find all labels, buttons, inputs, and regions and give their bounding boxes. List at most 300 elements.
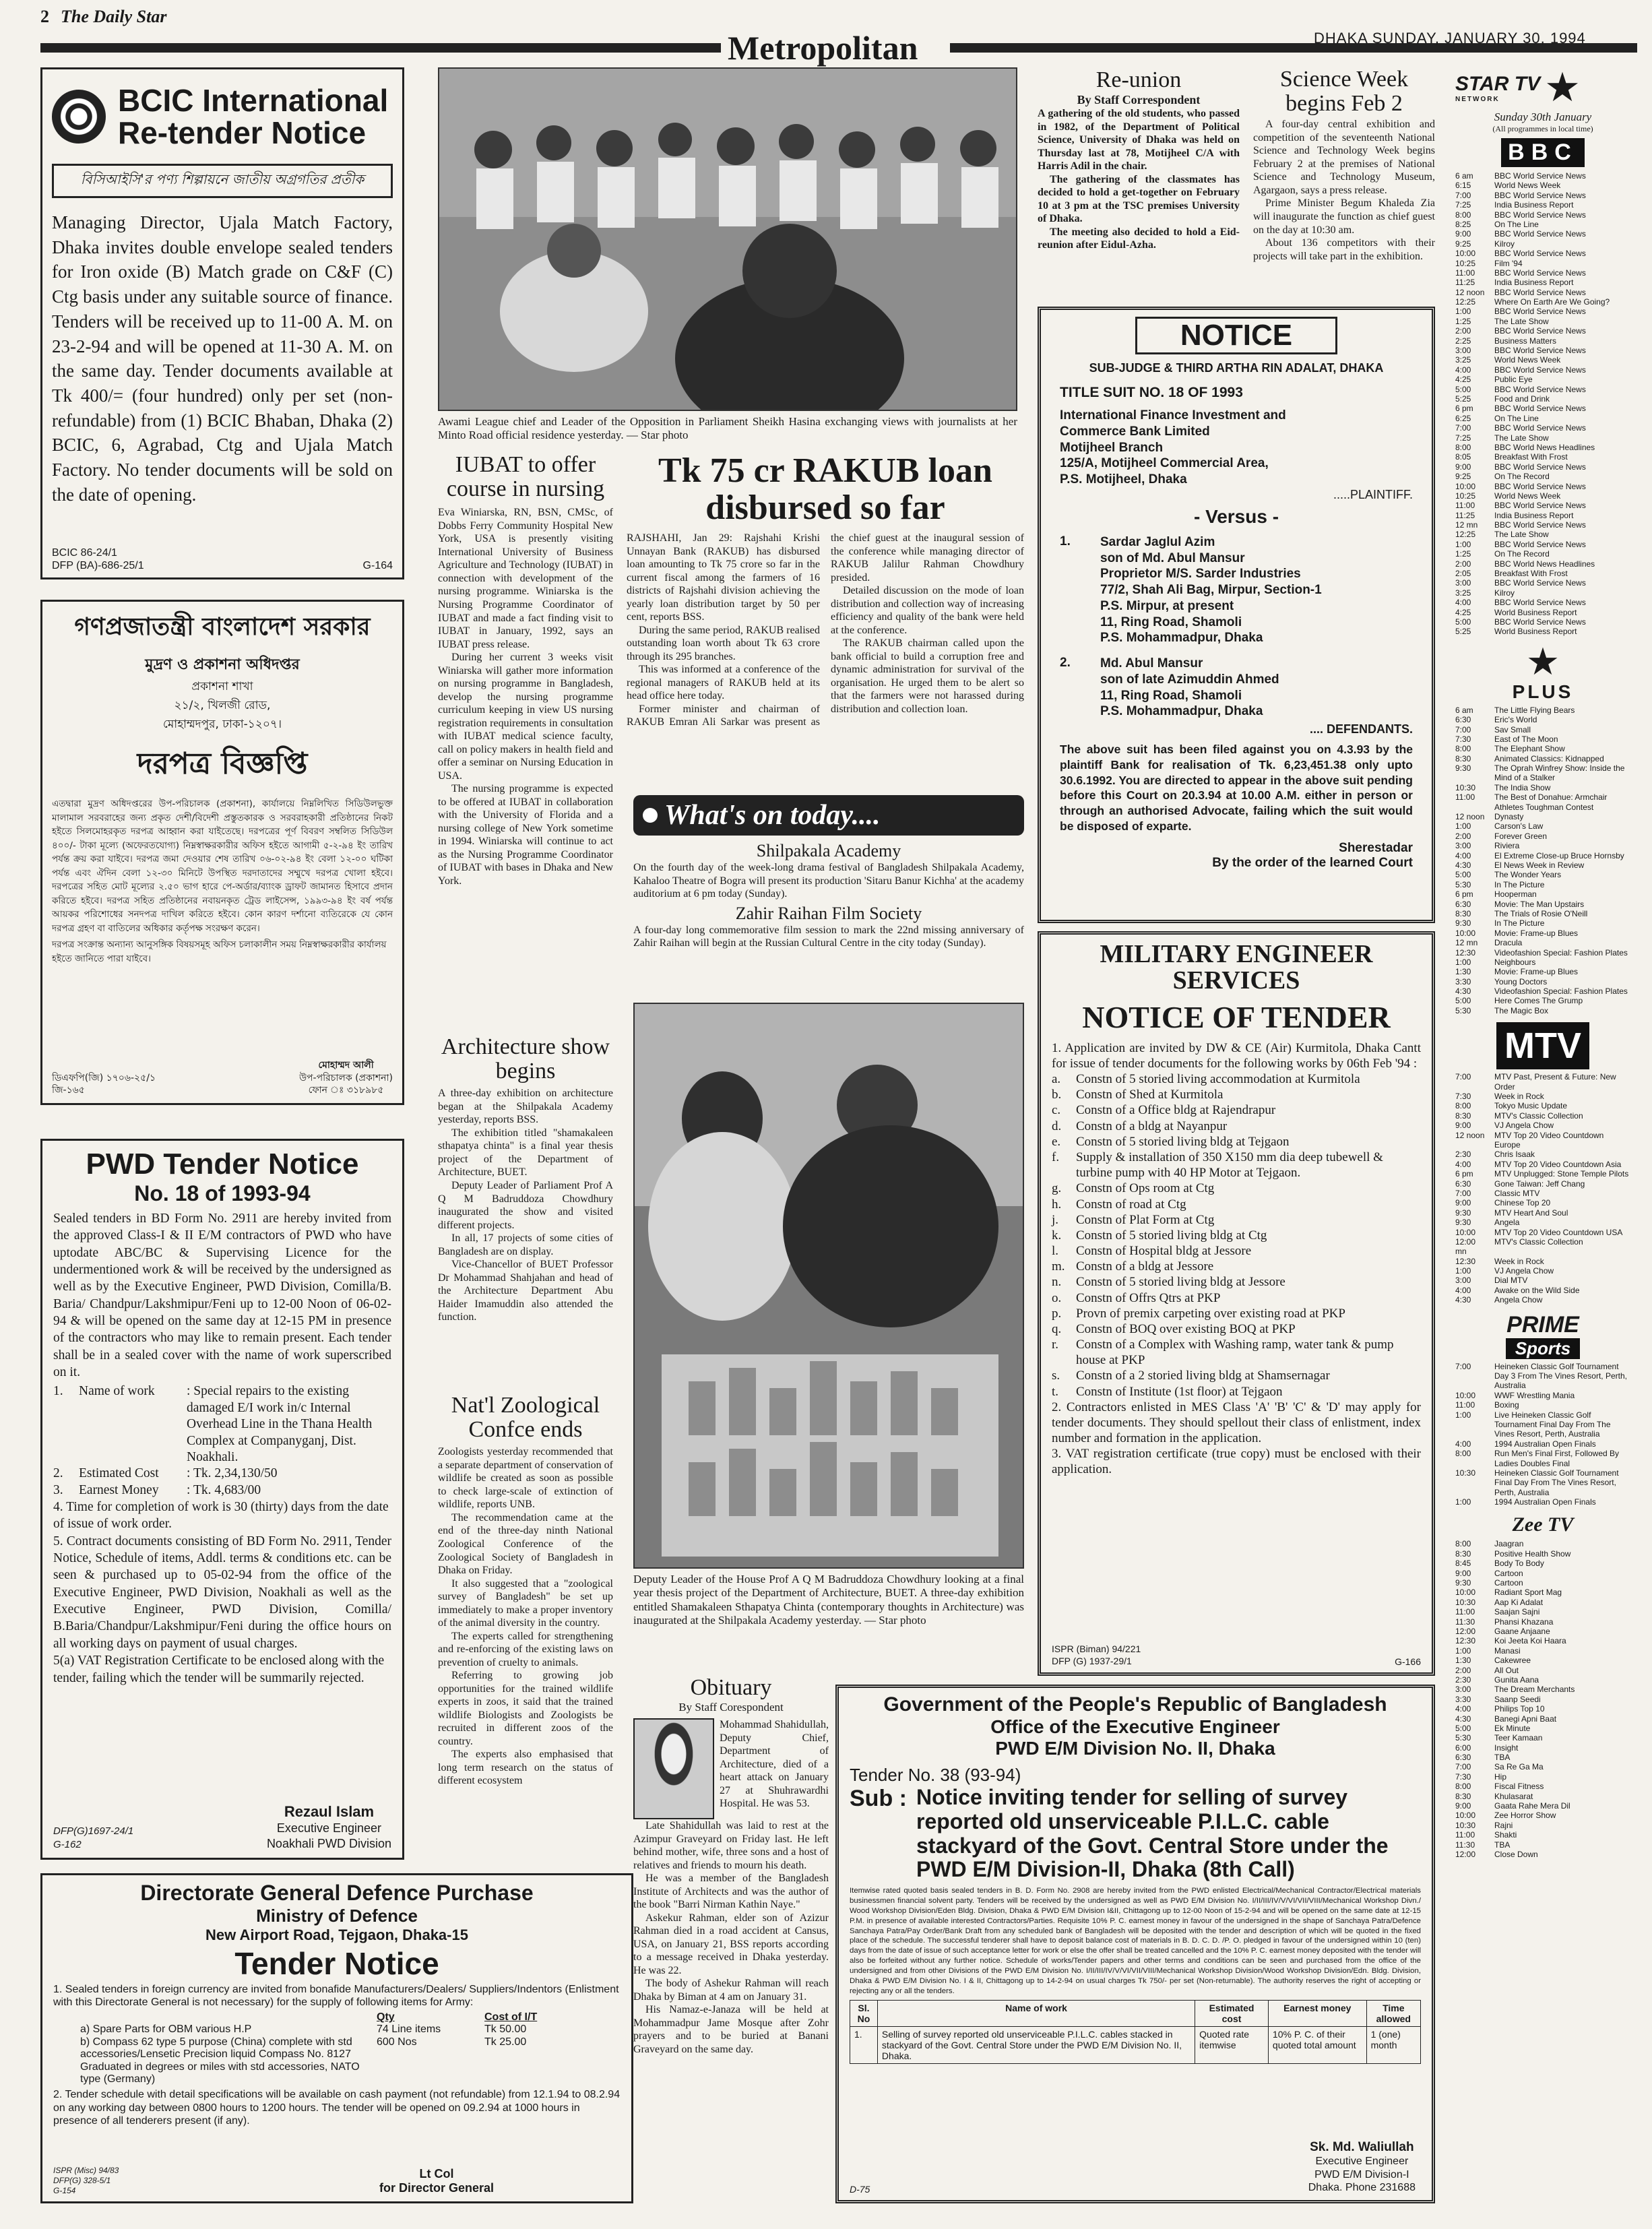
pwdem-tender-no: Tender No. 38 (93-94) [850,1765,1021,1785]
mes-item-row [1052,1321,1421,1337]
mes-item-text: Constn of Institute (1st floor) at Tejgaon [1076,1384,1283,1399]
prime-program: WWF Wrestling Mania [1494,1390,1575,1400]
star-tv-network: NETWORK [1455,95,1500,103]
zee-row [1455,1753,1630,1762]
mes-item-letter: j. [1052,1212,1059,1227]
prime-row [1455,1391,1630,1400]
plus-row [1455,792,1630,812]
bbc-time: 1:00 [1455,307,1471,317]
mes-item-row [1052,1384,1421,1400]
zee-row [1455,1830,1630,1840]
bbc-time: 11:25 [1455,278,1475,288]
pwd-subtitle: No. 18 of 1993-94 [134,1181,311,1205]
obituary-body4: Askekur Rahman, elder son of Azizur Rahman died in a road accident at Cansus, USA, on January 21, BSS reports according to a message received in Dhaka yesterday. He was 22. [633,1912,829,1976]
bbc-row [1455,336,1630,346]
bbc-program: Breakfast With Frost [1494,452,1568,462]
mes-item-letter: m. [1052,1259,1065,1274]
pwdem-table [850,2000,1421,2064]
architecture-article [438,1035,613,1324]
zee-program: Cartoon [1494,1578,1523,1588]
bn-body2: দরপত্র সংক্রান্ত অন্যান্য আনুসঙ্গিক বিষয়সমূহ অফিস চলাকালীন সময় নিম্নস্বাক্ষরকারীর কার্যালয় হইতে জানিতে পারা যাইবে। [52,939,387,964]
pwd-item4: 4. Time for completion of work is 30 (thirty) days from the date of issue of work order. [53,1500,389,1532]
obituary-portrait [633,1718,714,1819]
zee-row [1455,1569,1630,1578]
zee-program: Body To Body [1494,1559,1544,1569]
court-defendant-line: P.S. Mohammadpur, Dhaka [1100,704,1263,719]
iubat-headline: IUBAT to offer course in nursing [446,452,605,501]
bbc-time: 1:25 [1455,316,1471,326]
plus-row [1455,715,1630,724]
ddp-tender-ad [40,1873,633,2203]
mtv-row [1455,1131,1630,1150]
mtv-time: 9:30 [1455,1207,1471,1218]
bbc-time: 11:00 [1455,268,1475,278]
mtv-time: 6:30 [1455,1179,1471,1189]
bbc-time: 6 pm [1455,404,1473,414]
zee-program: Insight [1494,1743,1519,1753]
bbc-program: BBC World Service News [1494,404,1586,414]
bbc-row [1455,608,1630,617]
zee-row [1455,1743,1630,1753]
mtv-program: MTV Top 20 Video Countdown Asia [1494,1159,1622,1169]
mes-item-text: Constn of road at Ctg [1076,1197,1186,1212]
zee-row [1455,1578,1630,1588]
zee-time: 2:00 [1455,1665,1471,1675]
bbc-time: 10:00 [1455,249,1476,259]
pwd-item5: 5. Contract documents consisting of BD Form No. 2911, Tender Notice, Schedule of items, Addl. terms & conditions etc. can be seen & purchased up to 05-02-94 from the office of the Executive Engineer, PWD Division, Noakhali as well as the Executive Engineer, PWD Division, Comilla/ B.Baria/Chandpur/Lakshmipur/Feni during the office hours on all working days on payment of usual charges. [53,1534,391,1651]
zee-row [1455,1695,1630,1704]
mtv-program: Classic MTV [1494,1188,1540,1198]
plus-time: 8:00 [1455,744,1471,754]
mes-item-letter: n. [1052,1275,1062,1290]
plus-time: 12 noon [1455,812,1485,822]
bbc-row [1455,414,1630,423]
bbc-time: 11:00 [1455,501,1475,511]
bbc-time: 3:25 [1455,355,1471,365]
bbc-time: 1:00 [1455,539,1471,549]
mtv-time: 12:30 [1455,1256,1476,1266]
plus-program: Here Comes The Grump [1494,996,1583,1006]
prime-time: 7:00 [1455,1361,1471,1371]
prime-program: Live Heineken Classic Golf Tournament Final Day From The Vines Resort, Perth, Australia [1494,1410,1611,1439]
bbc-program: BBC World Service News [1494,481,1586,491]
bbc-row [1455,578,1630,588]
bbc-program: The Late Show [1494,316,1549,326]
bbc-time: 4:25 [1455,375,1471,385]
prime-time: 1:00 [1455,1497,1471,1507]
plus-time: 8:30 [1455,753,1471,763]
plus-time: 5:00 [1455,870,1471,880]
zee-row [1455,1762,1630,1771]
mes-p2: 2. Contractors enlisted in MES Class 'A' 'B' 'C' & 'D' may apply for tender documents. They should spellout their class of enlistment, index number and formation in the application. [1052,1400,1421,1446]
whats-on-dot-icon [643,808,658,823]
bcic-code: G-164 [362,560,393,571]
plus-program: El News Week in Review [1494,860,1585,870]
bbc-program: Kilroy [1494,588,1515,598]
plus-time: 5:30 [1455,879,1471,889]
plus-time: 10:30 [1455,782,1476,792]
tv-date: Sunday 30th January [1494,111,1592,123]
zee-row [1455,1704,1630,1714]
zee-row [1455,1685,1630,1694]
section-title: Metropolitan [728,29,918,67]
rakub-body2: During the same period, RAKUB realised outstanding loan worth about Tk 63 crore through its 295 branches. [627,624,820,662]
zee-row [1455,1714,1630,1724]
pwd-signer: Rezaul Islam [284,1802,375,1820]
zoological-body3: It also suggested that a "zoological survey of Bangladesh" be set up immediately to make a proper inventory of the animal diversity in the country. [438,1577,613,1629]
zee-time: 6:30 [1455,1753,1471,1763]
mtv-row [1455,1228,1630,1237]
obituary-body3: He was a member of the Bangladesh Institute of Architects and was the author of the book "Barri Nirman Kathin Naye." [633,1873,829,1911]
plus-row [1455,783,1630,792]
pwdem-sub-label: Sub : [850,1786,907,1811]
bbc-program: World Business Report [1494,607,1577,617]
bbc-row [1455,385,1630,394]
prime-row [1455,1439,1630,1449]
mes-item-row [1052,1197,1421,1212]
zee-program: Phansi Khazana [1494,1616,1554,1627]
mtv-row [1455,1276,1630,1285]
bbc-row [1455,530,1630,539]
zee-time: 8:30 [1455,1791,1471,1801]
mtv-program: MTV Top 20 Video Countdown Europe [1494,1130,1604,1150]
bbc-program: BBC World Service News [1494,462,1586,472]
zoological-body4: The experts called for strengthening and re-enforcing of the existing laws on prevention of cruelty to animals. [438,1630,613,1668]
plus-time: 11:00 [1455,792,1475,803]
zee-row [1455,1733,1630,1743]
page-number: 2 [40,7,49,26]
pwd-item-row [53,1383,391,1466]
science-week-article [1253,67,1435,263]
mtv-row [1455,1092,1630,1101]
zee-program: Fiscal Fitness [1494,1782,1544,1792]
plus-row [1455,734,1630,744]
plus-star-icon: ★ [1525,639,1560,684]
pwdem-body: Itemwise rated quoted basis sealed tenders in B. D. Form No. 2908 are hereby invited from the PWD enlisted Electrical/Mechanical Contractor/Electrical materials businessmen financial solvent party. Tenders will be received by the undersigned as well as PWD E/M Division No. I/II/III/IV/V/VI/VII/VIII/Mechanical Workshop Divn./ Wood Workshop Division/Eden Bldg. Division, Dhaka & PWD E/M Division I&II, Chittagong up to 12-00 Noon of 15-2-94 and will be opened on the same date at 12-15 P.M. in presence of available interested Contractors/Parties. Requisite 10% P. C. earnest money in favour of the undersigned in the shape of Sanchaya Patra/Defence Sanchaya Patra/Pay Order/Bank Draft from any scheduled bank of Bangladesh will be deposited with the tender and description of which will be quoted in the fixed place of the schedule. The successful tenderer shall have to deposit balance cost of materials in B. D. C. D. /P. O. pledged in favour of the undersigned within 10 (ten) days from the date of issue of such acceptance letter for work or else the offer shall be treated cancelled and the 10% P. C. earnest money deposited with the tender will also be forfeited without any further notice. Schedule of works/Tender papers and other terms and conditions can be seen and purchased from the office of the undersigned and from other Divisions of the PWD E/M Division No. I/II/III/IV/V/VI/VII/VIII/Mechanical Workshop Division/Wood Workshop Division/Edn. Bldg. Division, Dhaka & PWD E/M Division No. I & II, Chittagong up to 14-2-94 on usual charges Tk 750/- per set (Non-returnable). The authority reserves the right of accepting or rejecting any or all the tenders. [850,1887,1421,1995]
bn-branch: প্রকাশনা শাখা [191,680,253,693]
mtv-program: Week in Rock [1494,1092,1544,1102]
mtv-time: 7:00 [1455,1188,1471,1198]
mtv-program: Angela Chow [1494,1295,1543,1305]
mes-item-text: Constn of a 2 storied living bldg at Shamsernagar [1076,1369,1330,1383]
mtv-program: Gone Taiwan: Jeff Chang [1494,1179,1585,1189]
plus-time: 6 pm [1455,889,1473,900]
zee-program: Ek Minute [1494,1723,1531,1733]
plus-row [1455,1006,1630,1015]
architecture-body3: Deputy Leader of Parliament Prof A Q M Badruddoza Chowdhury inaugurated the show and visited different projects. [438,1179,613,1231]
zoological-body: Zoologists yesterday recommended that a separate department of conservation of wildlife be created as soon as possible to check large-scale of extinction of wildlife, reports UNB. [438,1446,613,1511]
zee-row [1455,1792,1630,1801]
pwd-tender-ad [40,1139,404,1860]
bbc-program: Where On Earth Are We Going? [1494,297,1610,307]
pwd-item-label: Estimated Cost [79,1466,159,1481]
ddp-col-qty: Qty [377,2011,395,2023]
mes-title2: SERVICES [1172,966,1300,995]
mtv-time: 3:00 [1455,1276,1471,1286]
bbc-row [1455,452,1630,462]
pwdem-signer-t3: Dhaka. Phone 231688 [1308,2182,1416,2194]
bn-ref2: জি-১৬৫ [52,1084,85,1096]
mtv-time: 6 pm [1455,1169,1473,1179]
plus-time: 1:00 [1455,957,1471,967]
zoological-article [438,1393,613,1788]
reunion-article [1038,67,1240,252]
zee-program: Zee Horror Show [1494,1811,1556,1821]
bbc-row [1455,617,1630,627]
ddp-signer-title: for Director General [379,2181,495,2195]
mtv-program: Dial MTV [1494,1276,1528,1286]
bbc-row [1455,200,1630,210]
bbc-logo: BBC [1501,138,1585,167]
science-week-body: A four-day central exhibition and competition of the seventeenth National Science and Technology Week begins February 2 at the premises of National Science and Technology Museum, Agargaon, says a press release. [1253,119,1435,196]
mes-item-row [1052,1368,1421,1383]
zee-program: The Dream Merchants [1494,1685,1575,1695]
bbc-program: BBC World Service News [1494,229,1586,239]
whats-on-banner [633,795,1024,836]
bcic-ref1: BCIC 86-24/1 [52,546,117,559]
mtv-program: Chris Isaak [1494,1150,1535,1160]
plus-time: 3:30 [1455,976,1471,986]
mtv-row [1455,1286,1630,1295]
zee-program: Close Down [1494,1849,1538,1859]
zee-time: 10:30 [1455,1597,1476,1607]
mtv-row [1455,1169,1630,1179]
mtv-row [1455,1218,1630,1227]
iubat-body2: During her current 3 weeks visit Winiarska will gather more information on nursing programme in Bangladesh, develop the nursing programme curriculum keeping in view US nursing registration requirements in consultation with IUBAT medical science faculty, call on policy makers in health field and offer a seminar on Nursing Education in USA. [438,652,613,782]
zee-row [1455,1724,1630,1733]
plus-program: Movie: Frame-up Blues [1494,967,1579,977]
bbc-program: Kilroy [1494,239,1515,249]
mes-item-row [1052,1243,1421,1259]
zee-time: 9:00 [1455,1568,1471,1578]
zoological-body5: Referring to growing job opportunities for the trained wildlife experts in zoos, it said that the trained wildlife Biologists and Zoologists be recruited in different zoos of the country. [438,1670,613,1747]
obituary-headline: Obituary [690,1675,772,1700]
zee-program: Sa Re Ga Ma [1494,1762,1544,1772]
plus-time: 4:30 [1455,986,1471,997]
zoological-body6: The experts also emphasised that long term research on the status of different ecosystem [438,1749,613,1787]
reunion-body3: The meeting also decided to hold a Eid-reunion after Eidul-Azha. [1038,226,1240,251]
zee-time: 11:30 [1455,1616,1475,1627]
mes-item-text: Constn of a Complex with Washing ramp, water tank & pump house at PKP [1076,1338,1394,1368]
bbc-program: On The Line [1494,413,1539,423]
bbc-row [1455,268,1630,278]
court-defendant-line: Md. Abul Mansur [1100,656,1203,670]
plus-row [1455,900,1630,909]
bbc-row [1455,588,1630,598]
bbc-time: 7:25 [1455,433,1471,443]
mes-title3: NOTICE OF TENDER [1082,999,1391,1034]
court-suit: TITLE SUIT NO. 18 OF 1993 [1060,385,1243,400]
pwd-item-value: : Tk. 4,683/00 [187,1482,261,1497]
plus-program: Videofashion Special: Fashion Plates [1494,947,1628,957]
plus-time: 9:30 [1455,918,1471,929]
mes-item-letter: k. [1052,1228,1062,1243]
mtv-program: MTV Heart And Soul [1494,1207,1568,1218]
pwd-signer-t2: Noakhali PWD Division [266,1836,391,1850]
court-defendants-label: .... DEFENDANTS. [1309,722,1413,736]
exhibition-photo-image [635,1004,1024,1569]
plus-row [1455,744,1630,753]
pwd-title: PWD Tender Notice [86,1148,359,1181]
mes-item-letter: l. [1052,1244,1059,1259]
zee-program: Radiant Sport Mag [1494,1588,1562,1598]
venue2-title: Zahir Raihan Film Society [735,903,922,923]
bbc-program: BBC World Service News [1494,249,1586,259]
plus-row [1455,705,1630,715]
zee-program: Rajni [1494,1820,1513,1830]
bbc-row [1455,501,1630,510]
zee-time: 4:30 [1455,1714,1471,1724]
zee-row [1455,1666,1630,1675]
plus-program: The Oprah Winfrey Show: Inside the Mind of a Stalker [1494,763,1625,783]
mtv-row [1455,1101,1630,1110]
zee-time: 8:00 [1455,1782,1471,1792]
architecture-body4: In all, 17 projects of some cities of Bangladesh are on display. [438,1232,613,1257]
rakub-body5: Detailed discussion on the mode of loan distribution and collection way of increasing efficiency and quality of the bank were held at the conference. [831,585,1024,636]
pwd-item-value: : Tk. 2,34,130/50 [187,1466,278,1481]
bcic-ref2: DFP (BA)-686-25/1 [52,559,144,571]
mes-item-row [1052,1071,1421,1087]
mtv-time: 7:30 [1455,1092,1471,1102]
bn-tender-ad [40,600,404,1105]
plus-program: The Magic Box [1494,1005,1549,1015]
mes-item-row [1052,1290,1421,1306]
bbc-program: The Late Show [1494,433,1549,443]
pwdem-table-header: Earnest money [1268,2001,1366,2027]
star-icon: ★ [1544,67,1581,111]
obituary-article [633,1675,829,2056]
plus-row [1455,763,1630,783]
prime-time: 11:00 [1455,1400,1475,1410]
zee-program: All Out [1494,1665,1519,1675]
mes-item-letter: h. [1052,1197,1062,1212]
mes-item-letter: f. [1052,1150,1060,1164]
obituary-body: Mohammad Shahidullah, Deputy Chief, Department of Architecture, died of a heart attack on January 27 at Shuhrawardhi Hospital. He was 53. [720,1719,829,1810]
zee-program: Positive Health Show [1494,1548,1571,1559]
pwdem-title1: Government of the People's Republic of Bangladesh [883,1693,1387,1716]
plus-program: The Trials of Rosie O'Neill [1494,908,1588,918]
pwdem-title3: PWD E/M Division No. II, Dhaka [995,1738,1275,1759]
mes-item-text: Constn of a bldg at Jessore [1076,1259,1214,1274]
bbc-program: BBC World Service News [1494,384,1586,394]
zee-time: 7:30 [1455,1771,1471,1782]
bbc-row [1455,249,1630,258]
bbc-time: 6 am [1455,171,1473,181]
court-plaintiff [1060,408,1413,488]
bbc-time: 9:00 [1455,462,1471,472]
zee-row [1455,1617,1630,1627]
mes-item-row [1052,1306,1421,1321]
obituary-body6: His Namaz-e-Janaza will be held at Mohammadpur Jame Mosque after Zohr prayers and to be buried at Banani Graveyard on the same day. [633,2004,829,2055]
bbc-time: 5:00 [1455,617,1471,627]
bbc-time: 4:00 [1455,598,1471,608]
zee-row [1455,1598,1630,1607]
mtv-row [1455,1189,1630,1198]
zee-row [1455,1850,1630,1859]
plus-time: 5:30 [1455,1005,1471,1015]
bn-ref1: ডিএফপি(জি) ১৭০৬-২৫/১ [52,1072,156,1084]
pwd-item-value: : Special repairs to the existing damaged E/I work in/c Internal Overhead Line in the Thana Health Complex at Companyganj, Dist. Noakhali. [187,1384,373,1464]
zee-program: Banegi Apni Baat [1494,1714,1557,1724]
bbc-program: BBC World Service News [1494,346,1586,356]
mes-item-letter: q. [1052,1321,1062,1336]
bbc-program: Film '94 [1494,258,1523,268]
crowd-photo-image [439,69,1017,411]
plus-program: Movie: The Man Upstairs [1494,899,1585,909]
bcic-bn-tag: বিসিআইসি'র পণ্য শিল্পায়নে জাতীয় অগ্রগতির প্রতীক [52,164,393,198]
prime-program: 1994 Australian Open Finals [1494,1439,1596,1449]
zee-program: Saanp Seedi [1494,1694,1541,1704]
bbc-program: BBC World Service News [1494,598,1586,608]
prime-row [1455,1410,1630,1439]
prime-row [1455,1400,1630,1410]
zee-row [1455,1646,1630,1656]
mes-ref3: G-166 [1395,1656,1421,1667]
bn-phone: ফোন ঃ ৩১৮৯৮৫ [308,1084,384,1096]
masthead [0,0,1652,65]
tv-note: (All programmes in local time) [1492,124,1593,133]
bbc-time: 7:00 [1455,423,1471,433]
mtv-program: Chinese Top 20 [1494,1198,1551,1208]
plus-row [1455,831,1630,841]
zee-time: 11:30 [1455,1840,1475,1850]
rakub-body4: Former minister and chairman of RAKUB Emran Ali Sarkar was present as the chief guest at the inaugural session of the conference while managing director of RAKUB Jalilur Rahman Chowdhury presided. [627,532,1024,728]
bbc-time: 6:15 [1455,181,1471,191]
bbc-program: Business Matters [1494,336,1557,346]
bbc-time: 7:00 [1455,190,1471,200]
bn-dept: মুদ্রণ ও প্রকাশনা অধিদপ্তর [145,656,300,673]
court-defendant-line: 11, Ring Road, Shamoli [1100,688,1242,703]
pwdem-table-header: Time allowed [1366,2001,1420,2027]
prime-time: 1:00 [1455,1410,1471,1420]
pwdem-signer: Sk. Md. Waliullah [1310,2140,1414,2155]
mes-item-letter: c. [1052,1103,1061,1118]
prime-time: 8:00 [1455,1449,1471,1459]
zee-time: 10:30 [1455,1820,1476,1830]
pwd-item5a: 5(a) VAT Registration Certificate to be enclosed along with the tender, failing which the tender will be summarily rejected. [53,1654,385,1685]
plus-program: Dynasty [1494,812,1524,822]
zee-schedule [1455,1539,1630,1859]
bbc-time: 2:00 [1455,559,1471,569]
bbc-row [1455,317,1630,326]
plus-program: Movie: Frame-up Blues [1494,928,1579,938]
ddp-signer: Lt Col [419,2166,454,2180]
bbc-program: BBC World Service News [1494,210,1586,220]
mes-item-text: Constn of a Office bldg at Rajendrapur [1076,1103,1276,1118]
ddp-row-qty: 600 Nos [377,2036,417,2048]
bbc-program: World News Week [1494,355,1561,365]
pwd-ref1: DFP(G)1697-24/1 [53,1825,134,1837]
mtv-time: 8:00 [1455,1101,1471,1111]
zee-time: 12:30 [1455,1636,1476,1646]
mtv-program: Tokyo Music Update [1494,1101,1568,1111]
venue2-body: A four-day long commemorative film session to mark the 22nd missing anniversary of Zahir Raihan will begin at the Russian Cultural Centre in the city today (Sunday). [633,924,1024,949]
mes-items [1052,1071,1421,1400]
mes-item-text: Constn of 5 storied living bldg at Jessore [1076,1275,1285,1290]
obituary-body2: Late Shahidullah was laid to rest at the Azimpur Graveyard on Friday last. He left behind mother, wife, three sons and a host of relatives and friends to mourn his death. [633,1820,829,1871]
bbc-program: BBC World Service News [1494,501,1586,511]
plus-program: Videofashion Special: Fashion Plates [1494,986,1628,997]
bbc-time: 12:25 [1455,530,1476,540]
zee-time: 3:30 [1455,1694,1471,1704]
prime-sports-label: Sports [1506,1338,1580,1359]
plus-program: Forever Green [1494,831,1548,841]
bbc-time: 10:25 [1455,491,1476,501]
pwd-item-label: Name of work [79,1384,155,1399]
prime-program: Run Men's Final First, Followed By Ladies Doubles Final [1494,1449,1620,1468]
mes-item-row [1052,1337,1421,1368]
ddp-p2: 2. Tender schedule with detail specifications will be available on cash payment (not refundable) from 12.1.94 to 08.2.94 on any working day between 0800 hours to 1200 hours. The tender will be opened on 09.2.94 at 1000 hours in presence of all tenderers present (if any). [53,2089,621,2127]
